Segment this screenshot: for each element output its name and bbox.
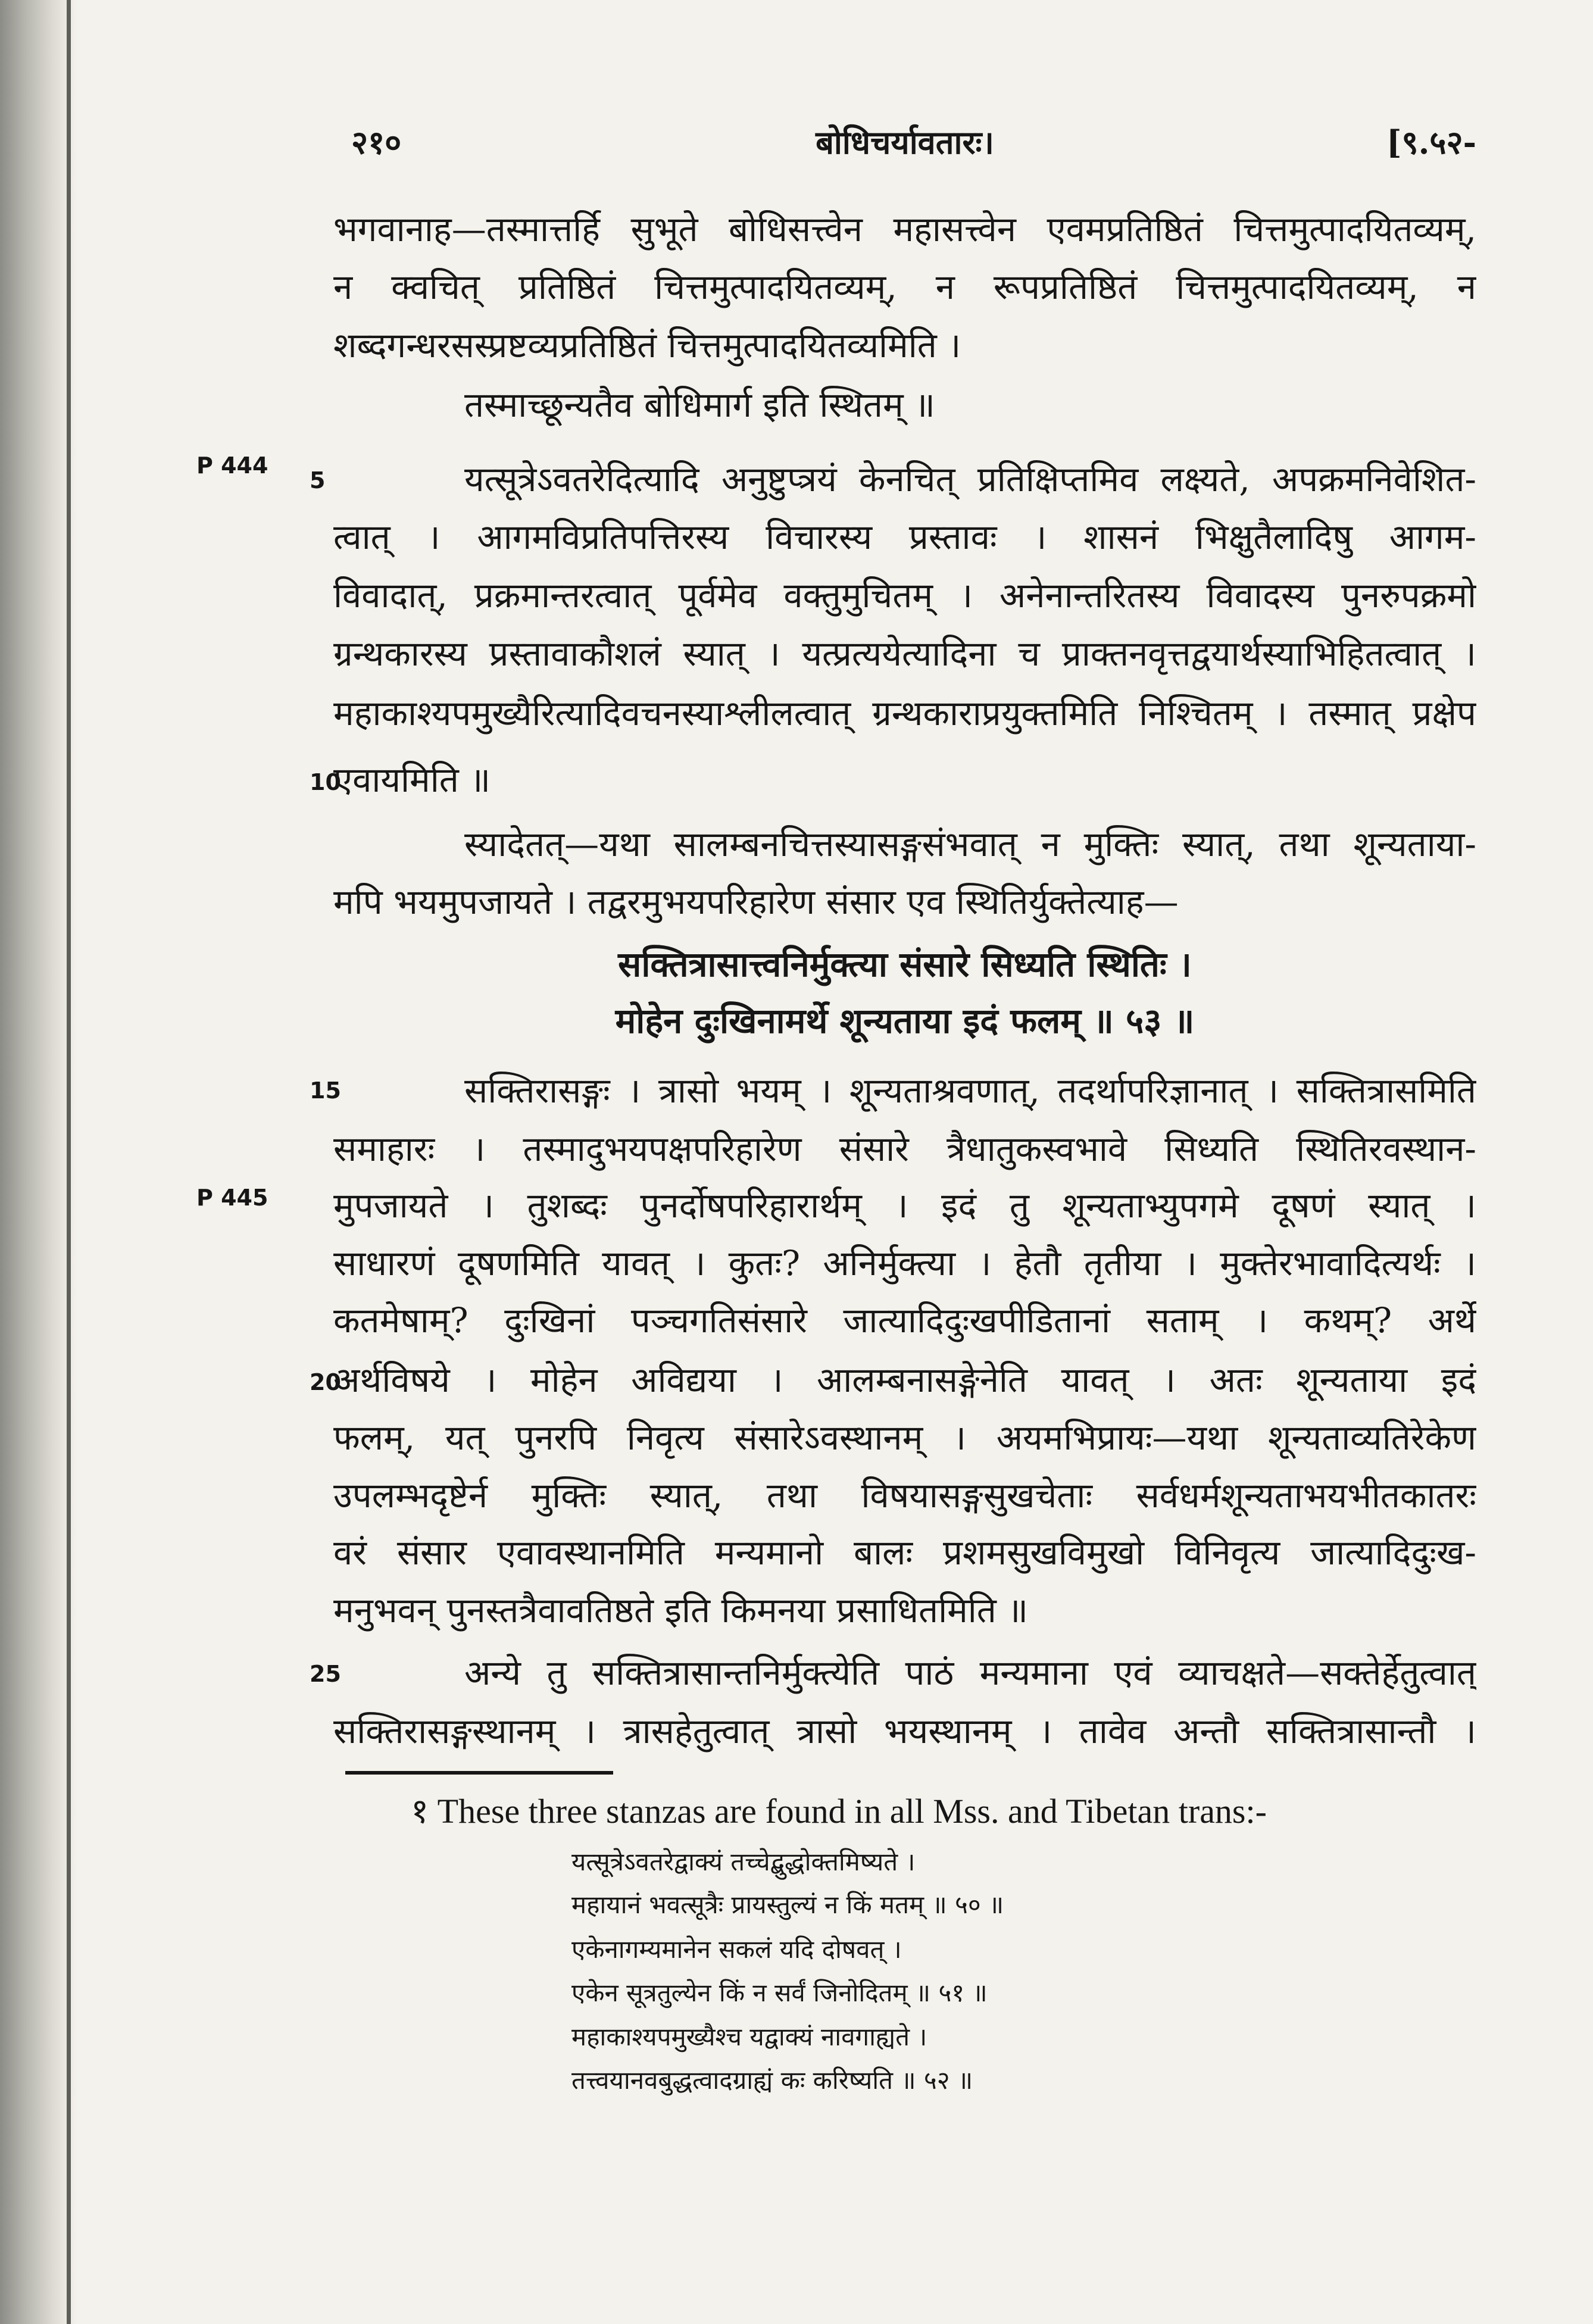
- text-line: न क्वचित् प्रतिष्ठितं चित्तमुत्पादयितव्यम्, न रूपप्रतिष्ठितं चित्तमुत्पादयितव्यम्, न: [333, 267, 1476, 307]
- verse-line: मोहेन दुःखिनामर्थे शून्यताया इदं फलम् ॥ ५३ ॥: [615, 1001, 1195, 1041]
- footnote-verse: एकेन सूत्रतुल्येन किं न सर्वं जिनोदितम् ॥ ५१ ॥: [571, 1978, 988, 2007]
- line-number: 20: [310, 1369, 341, 1395]
- footnote-separator: [345, 1771, 613, 1775]
- text-line: मनुभवन् पुनस्तत्रैवावतिष्ठते इति किमनया प्रसाधितमिति ॥: [333, 1590, 1029, 1630]
- text-line: विवादात्, प्रक्रमान्तरत्वात् पूर्वमेव वक्तुमुचितम् । अनेनान्तरितस्य विवादस्य पुनरुपक्रमो: [333, 575, 1476, 616]
- footnote-verse: महायानं भवत्सूत्रैः प्रायस्तुल्यं न किं मतम् ॥ ५० ॥: [571, 1890, 1004, 1919]
- line-number: 25: [310, 1661, 341, 1687]
- margin-reference: P 444: [196, 452, 268, 479]
- page-number: २१०: [351, 123, 402, 161]
- line-number: 5: [310, 467, 326, 493]
- text-line: सक्तिरासङ्गस्थानम् । त्रासहेतुत्वात् त्रासो भयस्थानम् । तावेव अन्तौ सक्तित्रासान्तौ ।: [333, 1711, 1476, 1751]
- footnote-verse: एकेनागम्यमानेन सकलं यदि दोषवत् ।: [571, 1935, 902, 1964]
- text-line: यत्सूत्रेऽवतरेदित्यादि अनुष्टुप्त्रयं केनचित् प्रतिक्षिप्तमिव लक्ष्यते, अपक्रमनिवेशित-: [464, 459, 1476, 499]
- text-line: मुपजायते । तुशब्दः पुनर्दोषपरिहारार्थम् । इदं तु शून्यताभ्युपगमे दूषणं स्यात् ।: [333, 1185, 1476, 1226]
- line-number: 15: [310, 1077, 341, 1104]
- footnote-heading: १ These three stanzas are found in all Mss. and Tibetan trans:-: [411, 1792, 1267, 1831]
- margin-reference: P 445: [196, 1185, 268, 1211]
- footnote-verse: यत्सूत्रेऽवतरेद्वाक्यं तच्चेद्बुद्धोक्तमिष्यते ।: [571, 1847, 916, 1876]
- text-line: तस्माच्छून्यतैव बोधिमार्ग इति स्थितम् ॥: [464, 385, 935, 425]
- section-reference: [९.५२-: [1386, 123, 1476, 161]
- text-line: समाहारः । तस्मादुभयपक्षपरिहारेण संसारे त्रैधातुकस्वभावे सिध्यति स्थितिरवस्थान-: [333, 1129, 1476, 1169]
- text-line: मपि भयमुपजायते । तद्वरमुभयपरिहारेण संसार एव स्थितिर्युक्तेत्याह—: [333, 882, 1179, 922]
- text-line: उपलम्भदृष्टेर्न मुक्तिः स्यात्, तथा विषयासङ्गसुखचेताः सर्वधर्मशून्यताभयभीतकातरः: [333, 1475, 1476, 1516]
- page-title: बोधिचर्यावतारः।: [816, 123, 994, 161]
- text-line: अन्ये तु सक्तित्रासान्तनिर्मुक्त्येति पाठं मन्यमाना एवं व्याचक्षते—सक्तेर्हेतुत्वात्: [464, 1653, 1476, 1693]
- footnote-verse: महाकाश्यपमुख्यैश्च यद्वाक्यं नावगाह्यते ।: [571, 2022, 927, 2051]
- text-line: ग्रन्थकारस्य प्रस्तावाकौशलं स्यात् । यत्प्रत्ययेत्यादिना च प्राक्तनवृत्तद्वयार्थस्याभिहितत्वात् ।: [333, 633, 1476, 674]
- text-line: त्वात् । आगमविप्रतिपत्तिरस्य विचारस्य प्रस्तावः । शासनं भिक्षुतैलादिषु आगम-: [333, 517, 1476, 557]
- text-line: एवायमिति ॥: [333, 760, 491, 800]
- text-line: सक्तिरासङ्गः । त्रासो भयम् । शून्यताश्रवणात्, तदर्थापरिज्ञानात् । सक्तित्रासमिति: [464, 1070, 1476, 1111]
- text-line: शब्दगन्धरसस्प्रष्टव्यप्रतिष्ठितं चित्तमुत्पादयितव्यमिति ।: [333, 325, 961, 366]
- text-line: स्यादेतत्—यथा सालम्बनचित्तस्यासङ्गसंभवात् न मुक्तिः स्यात्, तथा शून्यताया-: [464, 824, 1476, 864]
- line-number: 10: [310, 769, 341, 795]
- text-line: वरं संसार एवावस्थानमिति मन्यमानो बालः प्रशमसुखविमुखो विनिवृत्य जात्यादिदुःख-: [333, 1532, 1476, 1573]
- book-page-edge: [0, 0, 77, 2324]
- text-line: फलम्, यत् पुनरपि निवृत्य संसारेऽवस्थानम् । अयमभिप्रायः—यथा शून्यताव्यतिरेकेण: [333, 1417, 1476, 1458]
- footnote-verse: तत्त्वयानवबुद्धत्वादग्राह्यं कः करिष्यति ॥ ५२ ॥: [571, 2066, 973, 2095]
- running-header: [333, 119, 1476, 173]
- text-line: भगवानाह—तस्मात्तर्हि सुभूते बोधिसत्त्वेन महासत्त्वेन एवमप्रतिष्ठितं चित्तमुत्पादयितव्यम्,: [333, 209, 1476, 249]
- text-line: महाकाश्यपमुख्यैरित्यादिवचनस्याश्लीलत्वात् ग्रन्थकाराप्रयुक्तमिति निश्चितम् । तस्मात् प्रक्षेप: [333, 693, 1476, 733]
- verse-line: सक्तित्रासात्त्वनिर्मुक्त्या संसारे सिध्यति स्थितिः ।: [618, 944, 1192, 985]
- text-line: कतमेषाम्? दुःखिनां पञ्चगतिसंसारे जात्यादिदुःखपीडितानां सताम् । कथम्? अर्थे: [333, 1300, 1476, 1341]
- text-line: अर्थविषये । मोहेन अविद्यया । आलम्बनासङ्गेनेति यावत् । अतः शून्यताया इदं: [333, 1360, 1476, 1400]
- text-line: साधारणं दूषणमिति यावत् । कुतः? अनिर्मुक्त्या । हेतौ तृतीया । मुक्तेरभावादित्यर्थः ।: [333, 1243, 1476, 1283]
